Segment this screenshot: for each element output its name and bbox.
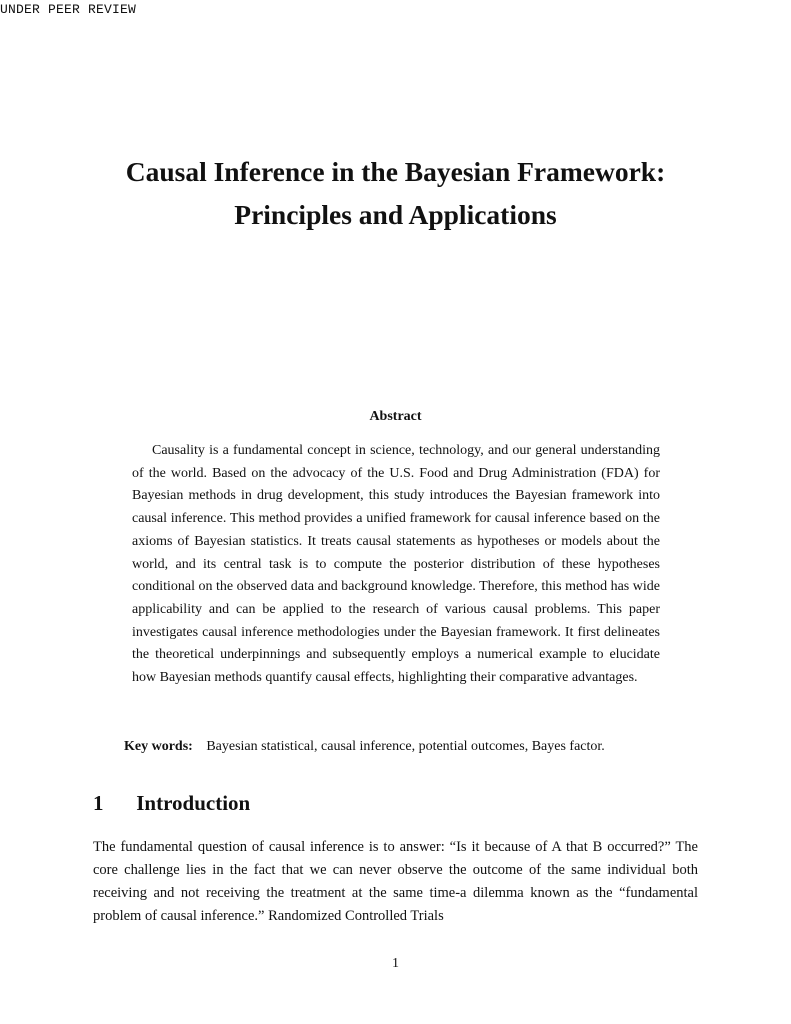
page-number: 1 [392,956,399,971]
keywords [124,739,704,755]
keywords-text: Bayesian statistical, causal inference, potential outcomes, Bayes factor. [206,739,605,754]
title-line-1: Causal Inference in the Bayesian Framework: [125,156,666,187]
introduction-body [93,836,698,928]
section-title: Introduction [136,791,251,815]
peer-review-watermark: UNDER PEER REVIEW [0,2,137,17]
section-heading [93,791,250,816]
section-number: 1 [93,791,104,815]
abstract-heading: Abstract [369,409,422,424]
title-line-2: Principles and Applications [234,199,557,230]
introduction-paragraph: The fundamental question of causal inference is to answer: “Is it because of A that B occurred?” The core challenge lies in the fact that we can never observe the outcome of the same individual both receiving and not receiving the treatment at the same time-a dilemma known as the “fundamental problem of causal inference.” Randomized Controlled Trials [93,839,698,924]
abstract-body [132,440,660,690]
abstract-text: Causality is a fundamental concept in science, technology, and our general understanding of the world. Based on the advocacy of the U.S. Food and Drug Administration (FDA) for Bayesian methods in drug development, this study introduces the Bayesian framework into causal inference. This method provides a unified framework for causal inference based on the axioms of Bayesian statistics. It treats causal statements as hypotheses or models about the world, and its central task is to compute the posterior distribution of these hypotheses conditional on the observed data and background knowledge. Therefore, this method has wide applicability and can be applied to the research of various causal problems. This paper investigates causal inference methodologies under the Bayesian framework. It first delineates the theoretical underpinnings and subsequently employs a numerical example to elucidate how Bayesian methods quantify causal effects, highlighting their comparative advantages. [132,443,660,686]
paper-title [0,150,791,236]
keywords-label: Key words: [124,739,193,754]
